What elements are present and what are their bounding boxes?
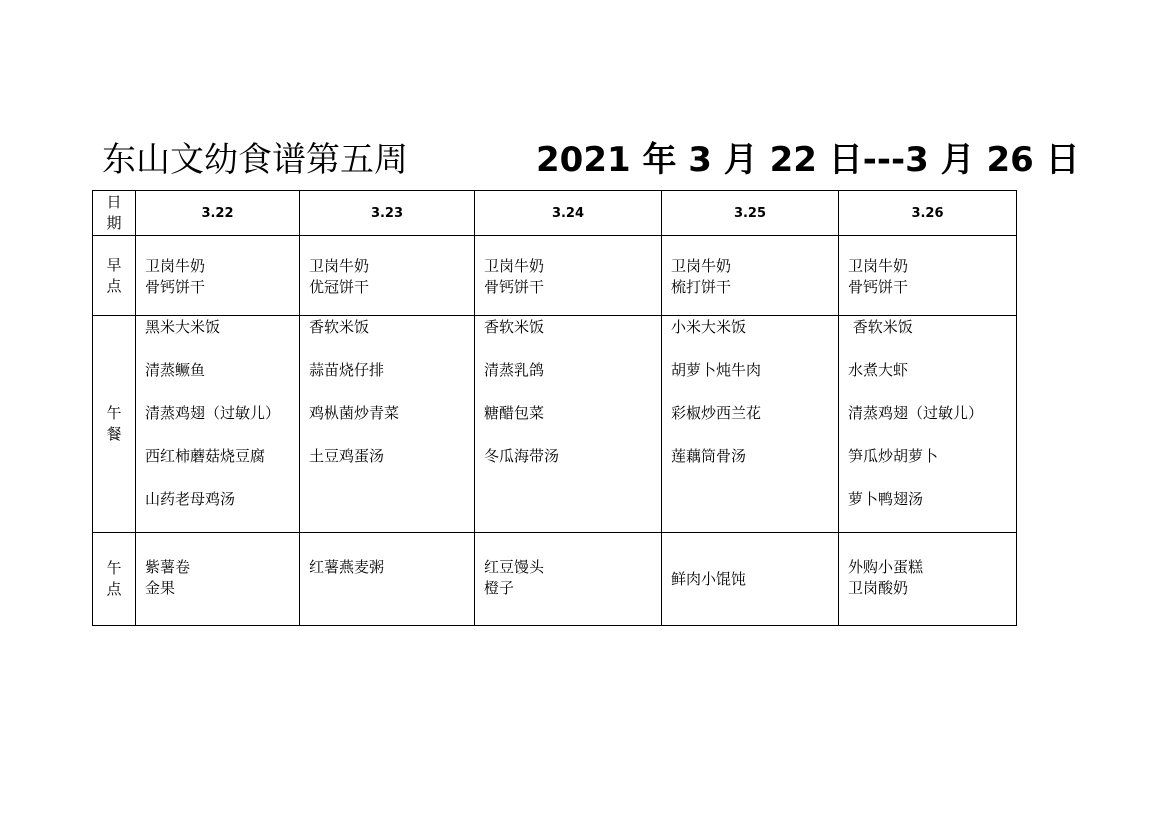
menu-item: 卫岗牛奶 (848, 257, 909, 275)
snack-cell (839, 533, 1017, 626)
snack-cell (136, 533, 300, 626)
date-label-1: 日 (106, 193, 122, 211)
menu-item: 橙子 (484, 579, 515, 597)
menu-item: 骨钙饼干 (484, 278, 545, 296)
menu-item: 优冠饼干 (309, 278, 370, 296)
date-header-325: 3.25 (662, 191, 839, 236)
date-row (93, 191, 1017, 236)
lunch-cell (136, 316, 300, 533)
date-label-2: 期 (106, 214, 122, 232)
menu-item: 水煮大虾 (848, 361, 909, 379)
menu-item: 金果 (145, 579, 176, 597)
menu-item: 笋瓜炒胡萝卜 (848, 447, 939, 465)
menu-title: 东山文幼食谱第五周 (102, 140, 408, 180)
snack-row (93, 533, 1017, 626)
menu-item: 土豆鸡蛋汤 (309, 447, 385, 465)
menu-item: 清蒸鸡翅（过敏儿） (145, 404, 281, 422)
menu-item: 鸡枞菌炒青菜 (309, 404, 400, 422)
lunch-label-1: 午 (106, 404, 122, 422)
menu-item: 黑米大米饭 (145, 318, 221, 336)
menu-item: 骨钙饼干 (848, 278, 909, 296)
menu-item: 彩椒炒西兰花 (671, 404, 762, 422)
menu-item: 卫岗牛奶 (671, 257, 732, 275)
breakfast-cell (136, 236, 300, 316)
breakfast-label-1: 早 (106, 255, 122, 274)
menu-item: 萝卜鸭翅汤 (848, 490, 924, 508)
lunch-label-2: 餐 (106, 425, 122, 443)
menu-item: 清蒸鳜鱼 (145, 361, 206, 379)
snack-label-1: 午 (106, 559, 122, 577)
snack-cell (300, 533, 475, 626)
menu-item: 蒜苗烧仔排 (309, 361, 385, 379)
snack-row-label (93, 533, 136, 626)
menu-item: 小米大米饭 (671, 318, 747, 336)
breakfast-row (93, 236, 1017, 316)
breakfast-label-2: 点 (106, 276, 122, 295)
lunch-cell (662, 316, 839, 533)
menu-item: 卫岗酸奶 (848, 579, 909, 597)
menu-item: 香软米饭 (484, 318, 545, 336)
lunch-cell (475, 316, 662, 533)
snack-label-2: 点 (106, 580, 122, 598)
breakfast-cell (475, 236, 662, 316)
breakfast-cell (839, 236, 1017, 316)
menu-item: 清蒸乳鸽 (484, 361, 545, 379)
lunch-row-label (93, 316, 136, 533)
date-header-322: 3.22 (136, 191, 300, 236)
date-row-label (93, 191, 136, 236)
menu-item: 香软米饭 (309, 318, 370, 336)
menu-item: 红薯燕麦粥 (309, 558, 385, 576)
page-title (102, 136, 1080, 184)
menu-item: 莲藕筒骨汤 (671, 447, 747, 465)
breakfast-cell (662, 236, 839, 316)
menu-item: 西红柿蘑菇烧豆腐 (145, 447, 266, 465)
menu-item: 紫薯卷 (145, 558, 191, 576)
menu-item: 鲜肉小馄饨 (671, 569, 747, 588)
menu-item: 卫岗牛奶 (484, 257, 545, 275)
menu-item: 卫岗牛奶 (145, 257, 206, 275)
lunch-row (93, 316, 1017, 533)
lunch-cell (839, 316, 1017, 533)
breakfast-row-label (93, 236, 136, 316)
menu-item: 骨钙饼干 (145, 278, 206, 296)
snack-cell (662, 533, 839, 626)
lunch-cell (300, 316, 475, 533)
menu-item: 红豆馒头 (484, 558, 545, 576)
snack-cell (475, 533, 662, 626)
date-header-326: 3.26 (839, 191, 1017, 236)
date-header-323: 3.23 (300, 191, 475, 236)
menu-item: 清蒸鸡翅（过敏儿） (848, 404, 984, 422)
date-range: 2021 年 3 月 22 日---3 月 26 日 (536, 140, 1080, 180)
menu-item: 梳打饼干 (671, 278, 732, 296)
menu-item: 胡萝卜炖牛肉 (671, 361, 762, 379)
breakfast-cell (300, 236, 475, 316)
menu-item: 山药老母鸡汤 (145, 490, 236, 508)
menu-item: 卫岗牛奶 (309, 257, 370, 275)
menu-item: 香软米饭 (848, 318, 913, 336)
date-header-324: 3.24 (475, 191, 662, 236)
menu-item: 冬瓜海带汤 (484, 447, 560, 465)
menu-item: 外购小蛋糕 (848, 558, 924, 576)
menu-table (92, 190, 1017, 626)
menu-item: 糖醋包菜 (484, 404, 545, 422)
